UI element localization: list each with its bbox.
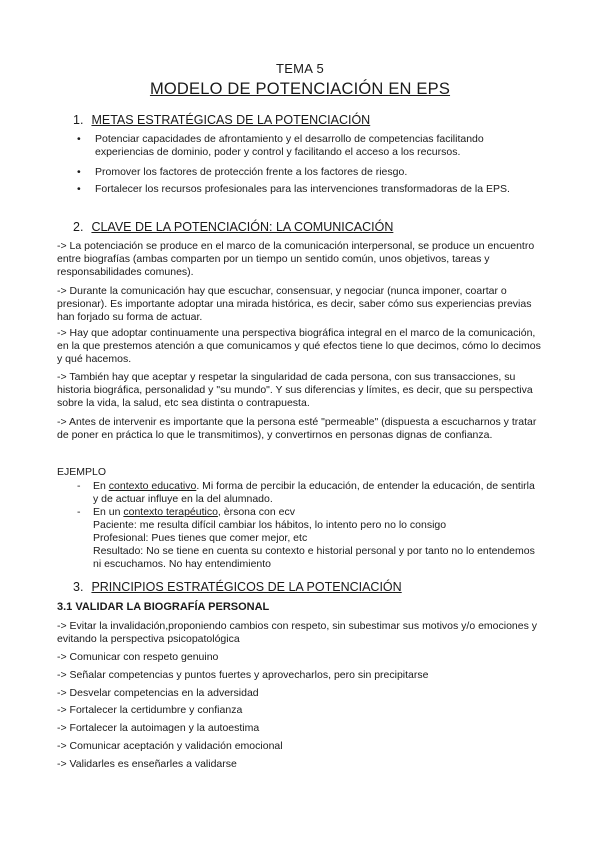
section-number: 1. [73,113,84,127]
section-title: CLAVE DE LA POTENCIACIÓN: LA COMUNICACIÓN [91,220,394,234]
example-label: EJEMPLO [57,466,107,478]
dash-icon: - [77,506,81,518]
bullet-item: • Fortalecer los recursos profesionales para las intervenciones transformadoras de la EPS. [77,183,510,195]
bullet-icon: • [77,183,81,195]
principle-item: -> Desvelar competencias en la adversidad [57,687,259,699]
principle-item: -> Señalar competencias y puntos fuertes y aprovecharlos, pero sin precipitarse [57,669,429,681]
paragraph: -> Antes de intervenir es importante que la persona esté "permeable" (dispuesta a escucharnos y tratar de poner en práctica lo que le transmitimos), y convertirnos en personas dignas de confianza. [57,416,537,442]
context-link: contexto terapéutico [123,506,218,518]
principle-item: -> Comunicar aceptación y validación emocional [57,740,283,752]
principle-item: -> Validarles es enseñarles a validarse [57,758,237,770]
document-title: MODELO DE POTENCIACIÓN EN EPS [149,80,451,98]
bullet-item: • Potenciar capacidades de afrontamiento y el desarrollo de competencias facilitando experiencias de dominio, poder y control y facilitando el acceso a los recursos. [77,133,484,158]
principle-item: -> Fortalecer la certidumbre y confianza [57,704,243,716]
section-1-heading [73,113,370,127]
paragraph: -> Durante la comunicación hay que escuchar, consensuar, y negociar (nunca imponer, coartar o presionar). Es importante adoptar una mirada histórica, es decir, saber cómo sus experiencias previas han forjado su forma de actuar. [57,285,532,324]
principle-item: -> Evitar la invalidación,proponiendo cambios con respeto, sin subestimar sus motivos y/o emociones y evitando la perspectiva psicopatológica [57,620,538,646]
bullet-item: • Promover los factores de protección frente a los factores de riesgo. [77,166,408,178]
principle-item: -> Fortalecer la autoimagen y la autoestima [57,722,260,734]
section-2-heading [73,220,393,234]
paragraph: -> Hay que adoptar continuamente una perspectiva biográfica integral en el marco de la comunicación, en la que prestemos atención a que comunicamos y qué efectos tiene lo que decimos, cómo lo decimos y qué hacemos. [57,327,541,366]
dash-icon: - [77,480,81,492]
section-number: 2. [73,220,84,234]
context-link: contexto educativo [108,480,197,492]
subsection-title: 3.1 VALIDAR LA BIOGRAFÍA PERSONAL [57,601,270,613]
principle-item: -> Comunicar con respeto genuino [57,651,219,663]
example-item: - En un contexto terapéutico, èrsona con ecv Paciente: me resulta difícil cambiar los hábitos, lo intento pero no lo consigo Profesional: Pues tienes que comer mejor, etc Resultado: No se tiene en cuenta su contexto e historial personal y por tanto no lo entendemos ni escuchamos. No hay entendimiento [77,506,535,570]
section-3-heading [73,580,402,594]
bullet-icon: • [77,166,81,178]
topic-label: TEMA 5 [275,61,325,76]
section-title: METAS ESTRATÉGICAS DE LA POTENCIACIÓN [91,113,371,127]
bullet-icon: • [77,133,81,145]
example-item: - En contexto educativo. Mi forma de percibir la educación, de entender la educación, de sentirla y de actuar influye en la del alumnado. [77,480,535,505]
paragraph: -> La potenciación se produce en el marco de la comunicación interpersonal, se produce un encuentro entre biografías (ambas comparten por un tiempo un sentido común, unos objetivos, tareas y responsabilidades comunes). [57,240,535,279]
section-number: 3. [73,580,84,594]
paragraph: -> También hay que aceptar y respetar la singularidad de cada persona, con sus transacciones, su historia biográfica, personalidad y "su mundo". Y sus diferencias y límites, es decir, que su perspectiva sobre la vida, la salud, etc sea distinta o contrapuesta. [57,371,533,410]
section-title: PRINCIPIOS ESTRATÉGICOS DE LA POTENCIACIÓN [91,580,402,594]
